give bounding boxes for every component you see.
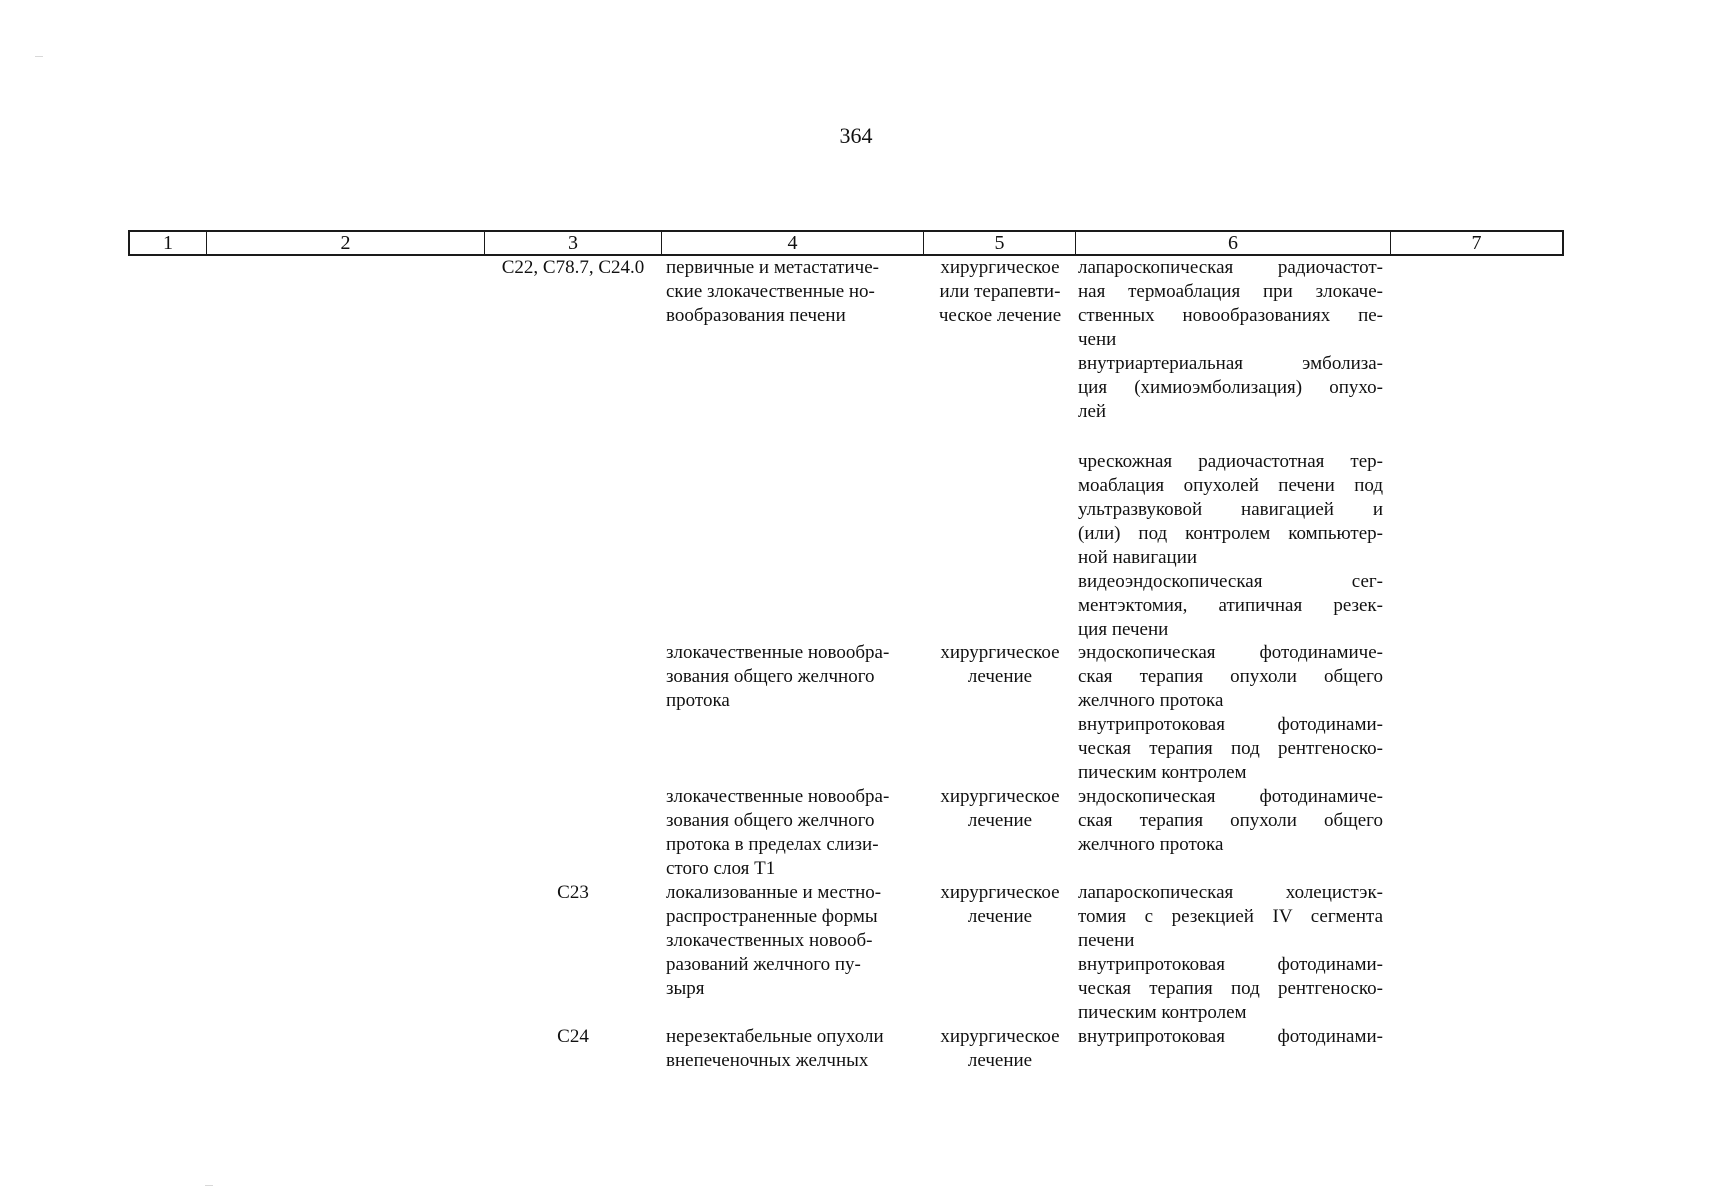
table-header-row [128,230,1564,256]
treatment-line: или терапевти- [939,281,1061,302]
diagnosis-line: злокачественных новооб- [666,930,873,951]
method-line: ция печени [1078,619,1169,640]
treatment-cell [925,256,1075,328]
method-line: внутрипротоковая фотодинами- [1078,714,1383,735]
method-entry [1078,256,1383,352]
diagnosis-cell [666,881,916,1001]
diagnosis-line: стого слоя T1 [666,858,776,879]
method-line: ная термоаблация при злокаче- [1078,281,1383,302]
code-cell [488,1025,658,1049]
page-number: 364 [839,123,873,148]
method-line: чени [1078,329,1117,350]
treatment-line: хирургическое [940,786,1060,807]
code-line: C24 [557,1026,589,1047]
treatment-line: ческое лечение [938,305,1062,326]
method-line: ной навигации [1078,547,1198,568]
method-line: внутриартериальная эмболиза- [1078,353,1383,374]
method-line: пическим контролем [1078,762,1247,783]
method-line: (или) под контролем компьютер- [1078,523,1383,544]
treatment-line: хирургическое [940,642,1060,663]
method-line: печени [1078,930,1135,951]
header-col-1: 1 [130,232,207,254]
diagnosis-line: вообразования печени [666,305,846,326]
method-line: лапароскопическая радиочастот- [1078,257,1383,278]
margin-mark [205,1185,213,1186]
treatment-line: хирургическое [940,257,1060,278]
treatment-cell [925,785,1075,833]
diagnosis-line: злокачественные новообра- [666,642,890,663]
diagnosis-line: внепеченочных желчных [666,1050,869,1071]
diagnosis-line: локализованные и местно- [666,882,882,903]
method-line: ская терапия опухоли общего [1078,810,1383,831]
header-col-6: 6 [1076,232,1391,254]
method-line: желчного протока [1078,834,1224,855]
method-entry [1078,785,1383,857]
treatment-line: лечение [967,666,1033,687]
method-entry [1078,352,1383,424]
treatment-line: лечение [967,1050,1033,1071]
method-line: ская терапия опухоли общего [1078,666,1383,687]
method-entry [1078,881,1383,953]
treatment-line: лечение [967,810,1033,831]
diagnosis-line: протока в пределах слизи- [666,834,879,855]
method-entry [1078,641,1383,713]
method-entry [1078,1025,1383,1049]
method-line: ция (химиоэмболизация) опухо- [1078,377,1383,398]
diagnosis-line: протока [666,690,730,711]
header-col-3: 3 [485,232,662,254]
diagnosis-line: зыря [666,978,705,999]
method-line: ческая терапия под рентгеноско- [1078,978,1383,999]
method-entry [1078,713,1383,785]
diagnosis-line: ские злокачественные но- [666,281,875,302]
method-line: ультразвуковой навигацией и [1078,499,1383,520]
code-cell [488,881,658,905]
header-col-4: 4 [662,232,924,254]
method-line: пическим контролем [1078,1002,1247,1023]
diagnosis-cell [666,256,916,328]
method-line: внутрипротоковая фотодинами- [1078,954,1383,975]
diagnosis-line: нерезектабельные опухоли [666,1026,884,1047]
header-col-5: 5 [924,232,1076,254]
method-line: моаблация опухолей печени под [1078,475,1383,496]
method-line: эндоскопическая фотодинамиче- [1078,786,1383,807]
code-line: C22, C78.7, C24.0 [501,257,645,278]
method-line: ментэктомия, атипичная резек- [1078,595,1383,616]
treatment-line: хирургическое [940,882,1060,903]
diagnosis-line: злокачественные новообра- [666,786,890,807]
method-line: внутрипротоковая фотодинами- [1078,1026,1383,1047]
method-line: лей [1078,401,1107,422]
method-line: ческая терапия под рентгеноско- [1078,738,1383,759]
header-col-7: 7 [1471,232,1482,254]
method-line: эндоскопическая фотодинамиче- [1078,642,1383,663]
diagnosis-line: зования общего желчного [666,666,875,687]
method-line: желчного протока [1078,690,1224,711]
code-cell [488,256,658,280]
diagnosis-line: первичные и метастатиче- [666,257,879,278]
method-line: лапароскопическая холецистэк- [1078,882,1383,903]
treatment-cell [925,641,1075,689]
margin-mark [35,56,43,57]
method-entry [1078,953,1383,1025]
method-line: чрескожная радиочастотная тер- [1078,451,1383,472]
treatment-line: лечение [967,906,1033,927]
diagnosis-cell [666,1025,916,1073]
diagnosis-cell [666,641,916,713]
treatment-line: хирургическое [940,1026,1060,1047]
method-entry [1078,450,1383,570]
method-entry [1078,570,1383,642]
diagnosis-line: распространенные формы [666,906,878,927]
method-line: ственных новообразованиях пе- [1078,305,1383,326]
diagnosis-cell [666,785,916,881]
method-line: видеоэндоскопическая сег- [1078,571,1383,592]
header-col-2: 2 [207,232,485,254]
treatment-cell [925,881,1075,929]
diagnosis-line: разований желчного пу- [666,954,861,975]
method-line: томия с резекцией IV сегмента [1078,906,1383,927]
code-line: C23 [557,882,589,903]
diagnosis-line: зования общего желчного [666,810,875,831]
treatment-cell [925,1025,1075,1073]
